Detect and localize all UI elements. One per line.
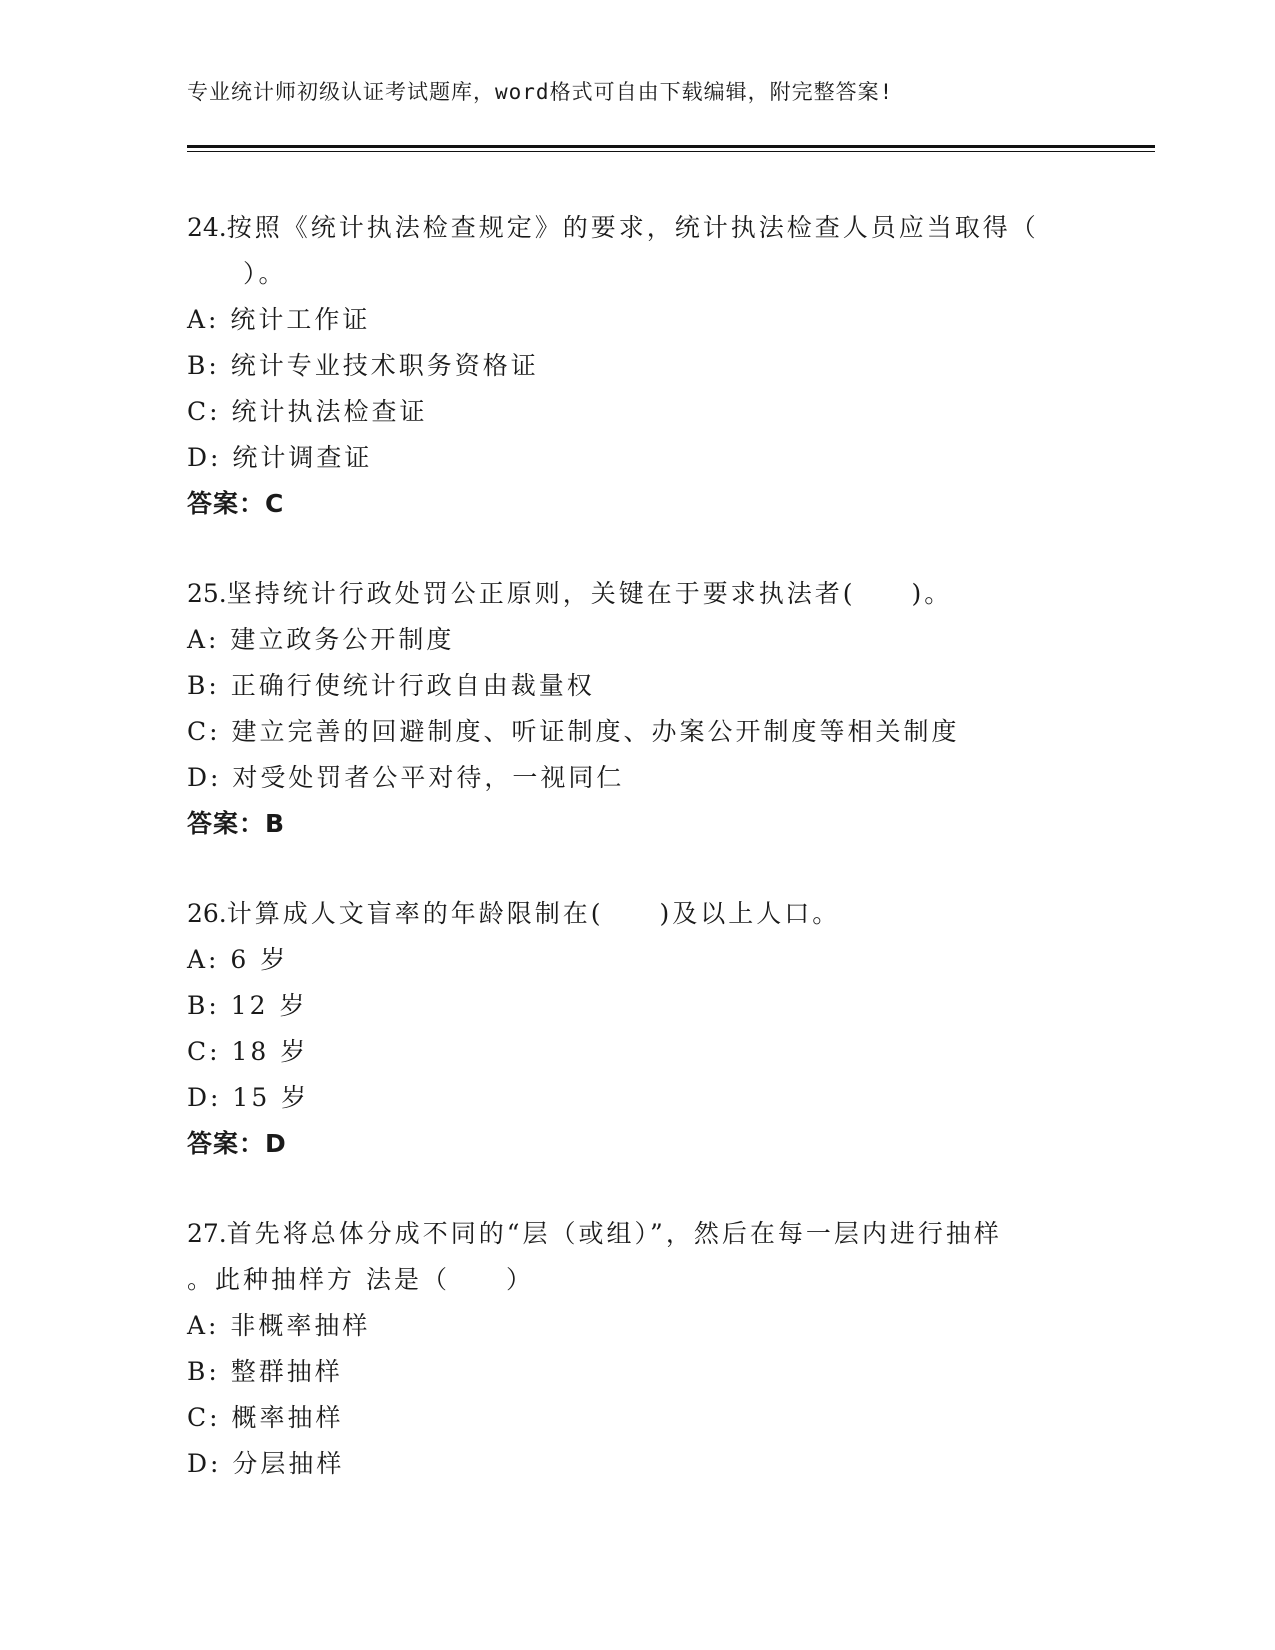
question-list <box>187 205 1087 1531</box>
option-d: D: 对受处罚者公平对待，一视同仁 <box>187 763 625 792</box>
question-text <box>187 891 1087 937</box>
option-c: C: 建立完善的回避制度、听证制度、办案公开制度等相关制度 <box>187 717 960 746</box>
option-b: B: 12 岁 <box>187 991 308 1020</box>
question-26 <box>187 891 1087 1167</box>
answer: 答案：C <box>187 489 285 518</box>
answer: 答案：B <box>187 809 286 838</box>
answer: 答案：D <box>187 1129 287 1158</box>
question-number: 26. <box>187 899 227 928</box>
option-c: C: 18 岁 <box>187 1037 309 1066</box>
question-text <box>187 1211 1087 1257</box>
option-a: A: 建立政务公开制度 <box>187 625 455 654</box>
option-b: B: 统计专业技术职务资格证 <box>187 351 539 380</box>
question-number: 27. <box>187 1219 227 1248</box>
option-a: A: 统计工作证 <box>187 305 371 334</box>
question-text-line1: 按照《统计执法检查规定》的要求，统计执法检查人员应当取得（ <box>226 213 1039 242</box>
option-c: C: 统计执法检查证 <box>187 397 428 426</box>
question-27 <box>187 1211 1087 1487</box>
option-d: D: 统计调查证 <box>187 443 373 472</box>
option-d: D: 分层抽样 <box>187 1449 345 1478</box>
question-text-line2: 。此种抽样方 法是（ ） <box>187 1265 534 1294</box>
question-text-line2: ）。 <box>187 259 287 288</box>
option-d: D: 15 岁 <box>187 1083 310 1112</box>
option-a: A: 6 岁 <box>187 945 289 974</box>
header-rule-thin <box>187 151 1155 152</box>
question-text-line1: 首先将总体分成不同的“层（或组）”，然后在每一层内进行抽样 <box>226 1219 1002 1248</box>
header-rule-thick <box>187 145 1155 148</box>
option-a: A: 非概率抽样 <box>187 1311 371 1340</box>
question-number: 25. <box>187 579 227 608</box>
page-header: 专业统计师初级认证考试题库，word格式可自由下载编辑，附完整答案! <box>187 80 894 104</box>
question-text-line1: 计算成人文盲率的年龄限制在( )及以上人口。 <box>226 899 841 928</box>
question-25 <box>187 571 1087 847</box>
question-text <box>187 571 1087 617</box>
question-24 <box>187 205 1087 527</box>
option-b: B: 整群抽样 <box>187 1357 343 1386</box>
question-number: 24. <box>187 213 227 242</box>
option-c: C: 概率抽样 <box>187 1403 344 1432</box>
question-text-line1: 坚持统计行政处罚公正原则，关键在于要求执法者( )。 <box>226 579 953 608</box>
option-b: B: 正确行使统计行政自由裁量权 <box>187 671 595 700</box>
question-text <box>187 205 1087 251</box>
